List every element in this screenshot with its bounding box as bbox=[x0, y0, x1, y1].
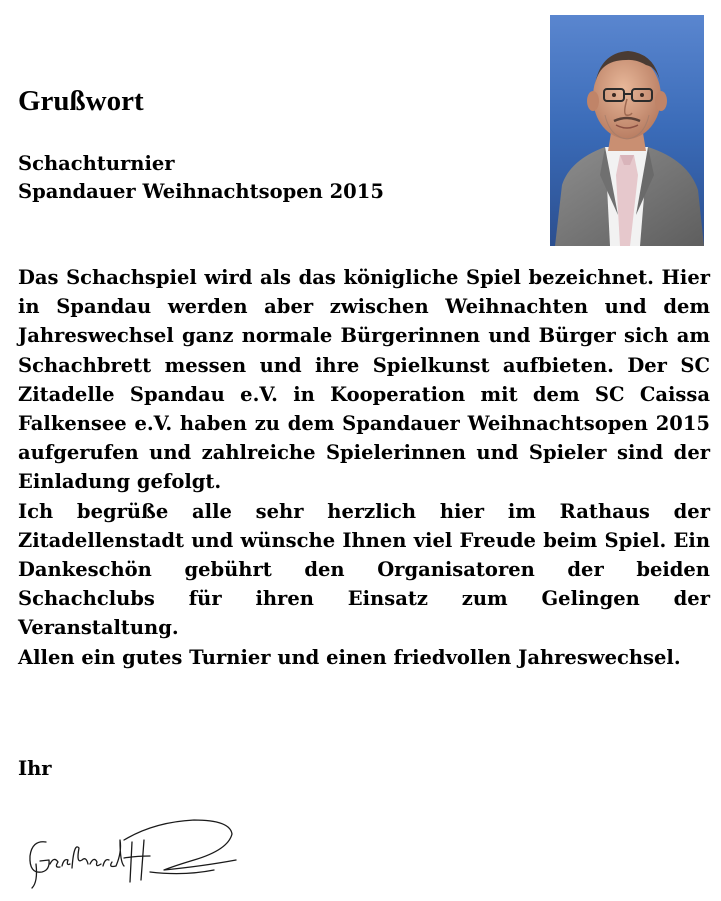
event-subtitle bbox=[18, 150, 384, 206]
handwritten-signature bbox=[24, 812, 244, 892]
subtitle-line-event-type: Schachturnier bbox=[18, 152, 175, 175]
paragraph-welcome: Ich begrüße alle sehr herzlich hier im Rathaus der Zitadellenstadt und wünsche Ihnen viel Freude beim Spiel. Ein Dankeschön gebührt den Organisatoren der beiden Schachclubs für ihren Einsatz zum Gelingen der Veranstaltung. bbox=[18, 499, 710, 640]
closing-salutation: Ihr bbox=[18, 757, 52, 780]
portrait-photo bbox=[550, 15, 704, 246]
paragraph-wishes: Allen ein gutes Turnier und einen friedvollen Jahreswechsel. bbox=[18, 645, 681, 669]
subtitle-line-event-name: Spandauer Weihnachtsopen 2015 bbox=[18, 180, 384, 203]
paragraph-intro: Das Schachspiel wird als das königliche Spiel bezeichnet. Hier in Spandau werden aber zwischen Weihnachten und dem Jahreswechsel ganz normale Bürgerinnen und Bürger sich am Schachbrett messen und ihre Spielkunst aufbieten. Der SC Zitadelle Spandau e.V. in Kooperation mit dem SC Caissa Falkensee e.V. haben zu dem Spandauer Weihnachtsopen 2015 aufgerufen und zahlreiche Spielerinnen und Spieler sind der Einladung gefolgt. bbox=[18, 266, 710, 494]
greeting-body bbox=[18, 263, 710, 672]
page-title: Grußwort bbox=[18, 85, 144, 117]
